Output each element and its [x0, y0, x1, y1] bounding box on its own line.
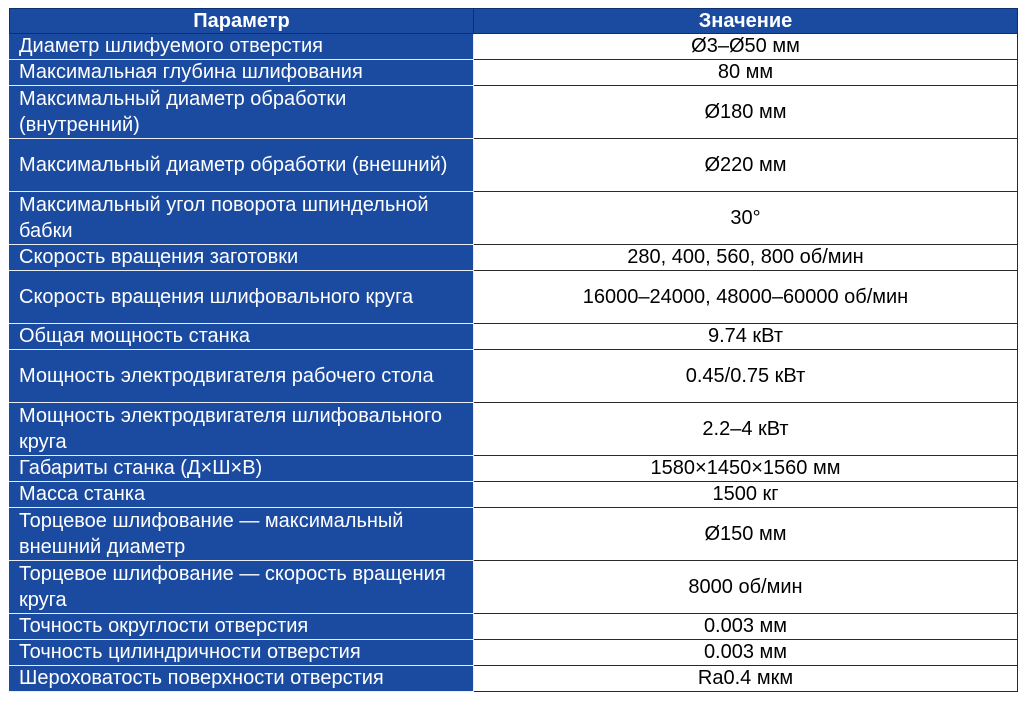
table-row — [10, 34, 1018, 60]
table-row — [10, 482, 1018, 508]
value-cell: 0.003 мм — [474, 614, 1018, 640]
table-row — [10, 508, 1018, 561]
table-row — [10, 86, 1018, 139]
param-cell: Мощность электродвигателя рабочего стола — [10, 350, 474, 403]
param-cell: Общая мощность станка — [10, 324, 474, 350]
table-row — [10, 139, 1018, 192]
table-row — [10, 350, 1018, 403]
param-cell: Масса станка — [10, 482, 474, 508]
value-cell: 16000–24000, 48000–60000 об/мин — [474, 271, 1018, 324]
param-cell: Шероховатость поверхности отверстия — [10, 666, 474, 692]
value-cell: 30° — [474, 192, 1018, 245]
header-row — [10, 9, 1018, 34]
value-cell: 280, 400, 560, 800 об/мин — [474, 245, 1018, 271]
value-cell: 9.74 кВт — [474, 324, 1018, 350]
spec-table — [9, 8, 1018, 692]
param-cell: Максимальный диаметр обработки (внутренний) — [10, 86, 474, 139]
param-cell: Мощность электродвигателя шлифовального круга — [10, 403, 474, 456]
table-row — [10, 561, 1018, 614]
param-cell: Торцевое шлифование — максимальный внешний диаметр — [10, 508, 474, 561]
table-row — [10, 324, 1018, 350]
param-cell: Максимальная глубина шлифования — [10, 60, 474, 86]
param-cell: Скорость вращения заготовки — [10, 245, 474, 271]
value-cell: 0.003 мм — [474, 640, 1018, 666]
table-row — [10, 456, 1018, 482]
value-cell: Ø3–Ø50 мм — [474, 34, 1018, 60]
table-row — [10, 245, 1018, 271]
param-cell: Максимальный диаметр обработки (внешний) — [10, 139, 474, 192]
header-value: Значение — [474, 9, 1018, 34]
value-cell: 80 мм — [474, 60, 1018, 86]
value-cell: Ø150 мм — [474, 508, 1018, 561]
table-row — [10, 60, 1018, 86]
table-row — [10, 640, 1018, 666]
param-cell: Точность цилиндричности отверстия — [10, 640, 474, 666]
value-cell: 2.2–4 кВт — [474, 403, 1018, 456]
table-row — [10, 666, 1018, 692]
value-cell: Ra0.4 мкм — [474, 666, 1018, 692]
value-cell: 0.45/0.75 кВт — [474, 350, 1018, 403]
param-cell: Максимальный угол поворота шпиндельной бабки — [10, 192, 474, 245]
header-parameter: Параметр — [10, 9, 474, 34]
value-cell: 8000 об/мин — [474, 561, 1018, 614]
value-cell: Ø180 мм — [474, 86, 1018, 139]
param-cell: Скорость вращения шлифовального круга — [10, 271, 474, 324]
table-row — [10, 403, 1018, 456]
value-cell: 1500 кг — [474, 482, 1018, 508]
param-cell: Диаметр шлифуемого отверстия — [10, 34, 474, 60]
param-cell: Торцевое шлифование — скорость вращения круга — [10, 561, 474, 614]
table-row — [10, 614, 1018, 640]
param-cell: Точность округлости отверстия — [10, 614, 474, 640]
table-row — [10, 192, 1018, 245]
value-cell: Ø220 мм — [474, 139, 1018, 192]
table-row — [10, 271, 1018, 324]
value-cell: 1580×1450×1560 мм — [474, 456, 1018, 482]
param-cell: Габариты станка (Д×Ш×В) — [10, 456, 474, 482]
